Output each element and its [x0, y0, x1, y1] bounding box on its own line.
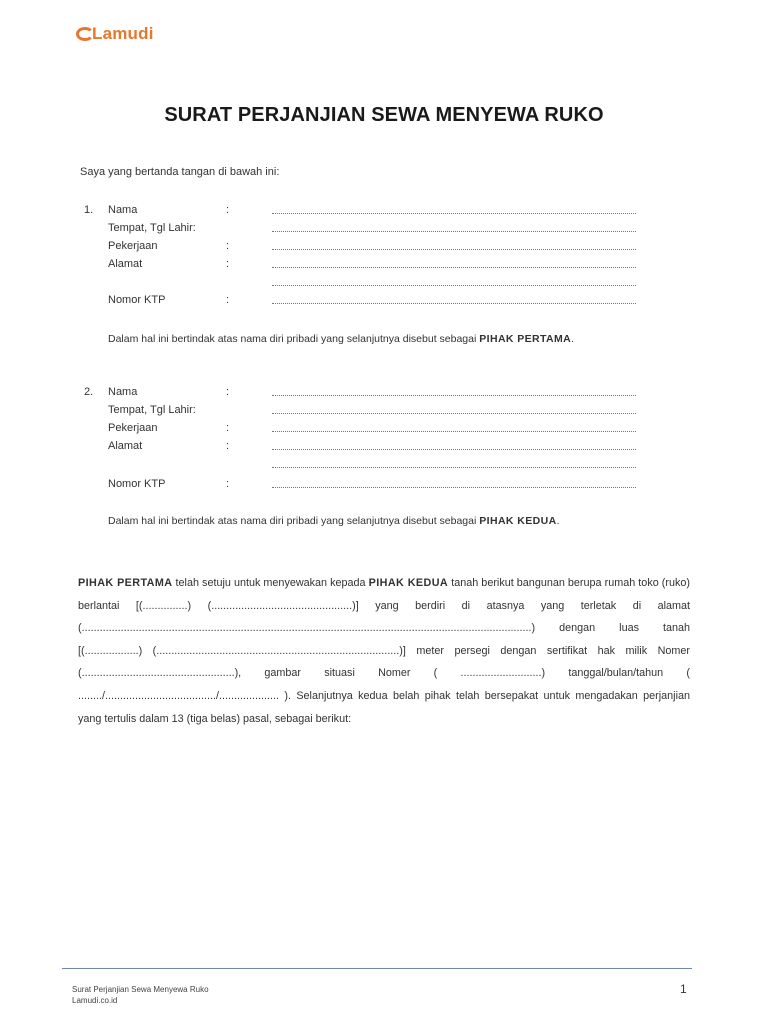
party-2-block [80, 384, 680, 554]
blank-line [272, 249, 636, 250]
field-row-ktp [80, 292, 680, 308]
field-label: Nama [108, 204, 138, 216]
document-title: SURAT PERJANJIAN SEWA MENYEWA RUKO [164, 104, 604, 126]
field-row-alamat-2 [80, 274, 680, 290]
field-colon: : [226, 240, 230, 252]
field-row-tempat [80, 402, 680, 418]
blank-line [272, 413, 636, 414]
party-number: 2. [84, 386, 94, 398]
lamudi-logo [76, 24, 154, 44]
party-1-note: Dalam hal ini bertindak atas nama diri pribadi yang selanjutnya disebut sebagai PIHAK PERTAMA. [108, 333, 575, 345]
intro-text: Saya yang bertanda tangan di bawah ini: [80, 166, 280, 178]
field-row-alamat [80, 256, 680, 272]
blank-line [272, 395, 636, 396]
logo-text: Lamudi [92, 24, 154, 43]
field-row-alamat [80, 438, 680, 454]
field-row-alamat-2 [80, 456, 680, 472]
blank-line [272, 267, 636, 268]
footer-doc-title: Surat Perjanjian Sewa Menyewa Ruko [72, 985, 209, 994]
page-number: 1 [680, 982, 687, 996]
second-party-term: PIHAK KEDUA [368, 577, 449, 589]
field-label: Tempat, Tgl Lahir: [108, 222, 196, 234]
agreement-paragraph: PIHAK PERTAMA telah setuju untuk menyewakan kepada PIHAK KEDUA tanah berikut bangunan berupa rumah toko (ruko) berlantai [(...............) (...............................................)] yang berdiri di atasnya yang terletak di alamat (......................................................................................................................................................) dengan luas tanah [(..................) (.................................................................................)] meter persegi dengan sertifikat hak milik Nomer (...................................................), gambar situasi Nomer ( ...........................) tanggal/bulan/tahun ( ......../...................................../.................... ). Selanjutnya kedua belah pihak telah bersepakat untuk mengadakan perjanjian yang tertulis dalam 13 (tiga belas) pasal, sebagai berikut: [78, 577, 690, 725]
party-1-role: PIHAK PERTAMA [479, 333, 572, 345]
field-colon: : [226, 478, 230, 490]
footer-info [72, 984, 209, 1006]
field-label: Nama [108, 386, 138, 398]
field-colon: : [226, 258, 230, 270]
party-2-note: Dalam hal ini bertindak atas nama diri pribadi yang selanjutnya disebut sebagai PIHAK KEDUA. [108, 515, 560, 527]
blank-line [272, 487, 636, 488]
field-label: Alamat [108, 440, 143, 452]
footer-divider [62, 968, 692, 969]
field-label: Nomor KTP [108, 294, 166, 306]
field-label: Pekerjaan [108, 422, 158, 434]
party-1-block [80, 202, 680, 372]
blank-line [272, 467, 636, 468]
blank-line [272, 303, 636, 304]
field-row-nama [80, 384, 680, 400]
party-number: 1. [84, 204, 94, 216]
field-row-ktp [80, 476, 680, 492]
field-colon: : [226, 204, 230, 216]
field-row-pekerjaan [80, 238, 680, 254]
field-label: Alamat [108, 258, 143, 270]
field-colon: : [226, 440, 230, 452]
party-2-role: PIHAK KEDUA [479, 515, 557, 527]
field-colon: : [226, 386, 230, 398]
field-row-pekerjaan [80, 420, 680, 436]
first-party-term: PIHAK PERTAMA [78, 577, 173, 589]
blank-line [272, 231, 636, 232]
footer-site: Lamudi.co.id [72, 996, 118, 1005]
blank-line [272, 449, 636, 450]
blank-line [272, 285, 636, 286]
field-label: Pekerjaan [108, 240, 158, 252]
field-row-nama [80, 202, 680, 218]
field-row-tempat [80, 220, 680, 236]
field-colon: : [226, 422, 230, 434]
blank-line [272, 213, 636, 214]
field-label: Tempat, Tgl Lahir: [108, 404, 196, 416]
field-label: Nomor KTP [108, 478, 166, 490]
field-colon: : [226, 294, 230, 306]
blank-line [272, 431, 636, 432]
